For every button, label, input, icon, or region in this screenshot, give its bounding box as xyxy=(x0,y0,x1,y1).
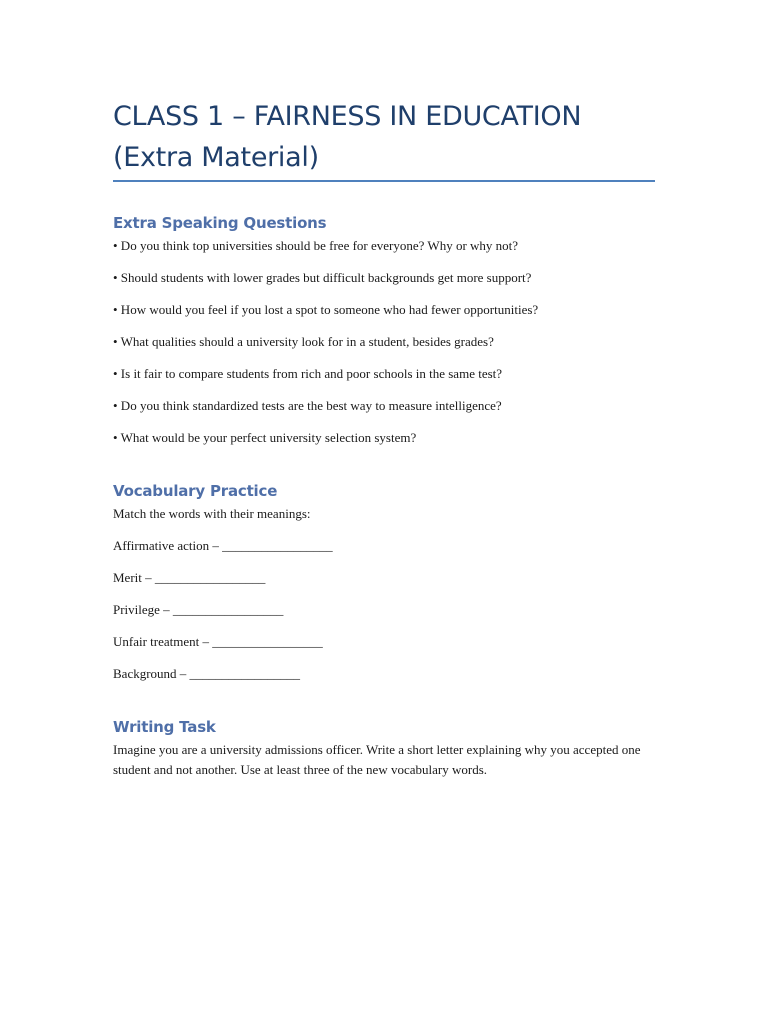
speaking-question: • Should students with lower grades but difficult backgrounds get more support? xyxy=(113,270,532,285)
title-line-2: (Extra Material) xyxy=(113,142,319,173)
vocabulary-item: Merit – _________________ xyxy=(113,570,266,585)
writing-task-text: Imagine you are a university admissions officer. Write a short letter explaining why you accepted one student and not another. Use at least three of the new vocabulary words. xyxy=(113,742,641,777)
vocabulary-item: Background – _________________ xyxy=(113,666,301,681)
speaking-question: • Do you think standardized tests are the best way to measure intelligence? xyxy=(113,398,502,413)
speaking-question: • How would you feel if you lost a spot to someone who had fewer opportunities? xyxy=(113,302,539,317)
speaking-question: • Do you think top universities should be free for everyone? Why or why not? xyxy=(113,238,519,253)
vocabulary-item: Affirmative action – _________________ xyxy=(113,538,333,553)
speaking-question: • Is it fair to compare students from rich and poor schools in the same test? xyxy=(113,366,503,381)
vocabulary-item: Unfair treatment – _________________ xyxy=(113,634,323,649)
vocabulary-instruction: Match the words with their meanings: xyxy=(113,506,311,521)
title-underline xyxy=(113,180,655,182)
vocabulary-item: Privilege – _________________ xyxy=(113,602,284,617)
writing-heading: Writing Task xyxy=(113,718,216,736)
document-page xyxy=(113,0,658,1024)
speaking-question: • What would be your perfect university selection system? xyxy=(113,430,417,445)
document-title xyxy=(113,96,658,178)
speaking-heading: Extra Speaking Questions xyxy=(113,214,327,232)
vocabulary-heading: Vocabulary Practice xyxy=(113,482,278,500)
title-line-1: CLASS 1 – FAIRNESS IN EDUCATION xyxy=(113,101,582,132)
speaking-question: • What qualities should a university look for in a student, besides grades? xyxy=(113,334,494,349)
